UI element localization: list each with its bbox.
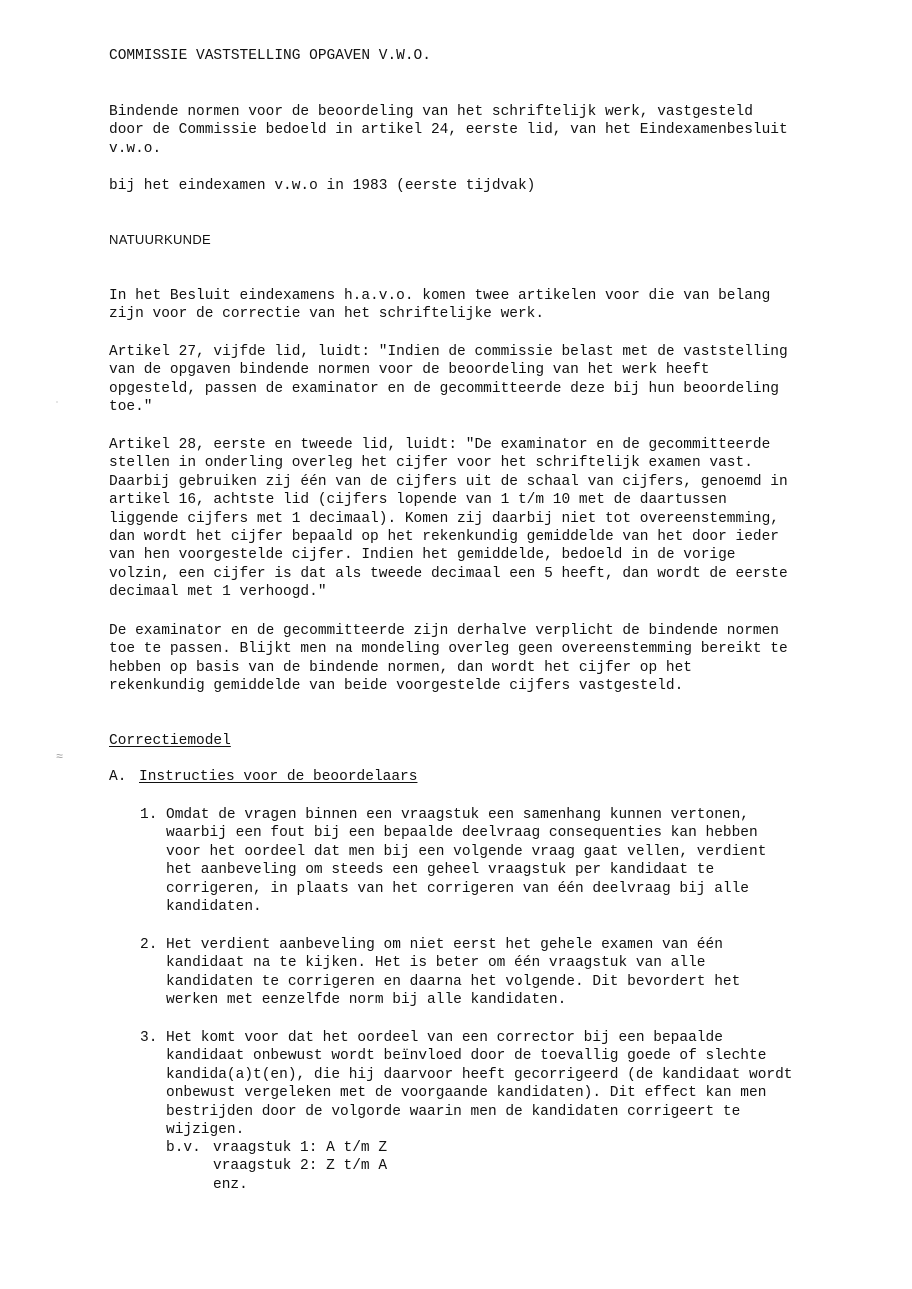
list-item-number: 1. [140,807,158,823]
intro-paragraph: Bindende normen voor de beoordeling van het schriftelijk werk, vastgesteld door de Commissie bedoeld in artikel 24, eerste lid, van het Eindexamenbesluit v.w.o. [109,104,788,157]
list-item-text: Het verdient aanbeveling om niet eerst het gehele examen van één kandidaat na te kijken. Het is beter om één vraagstuk van alle kandidaten te corrigeren en daarna het volgende. Dit bevordert het werken met eenzelfde norm bij alle kandidaten. [166,937,741,1009]
list-item-number: 3. [140,1030,158,1046]
section-a-title: Instructies voor de beoordelaars [139,769,418,785]
paragraph-examinator: De examinator en de gecommitteerde zijn derhalve verplicht de bindende normen toe te passen. Blijkt men na mondeling overleg geen overeenstemming bereikt te hebben op basis van de bindende normen, dan wordt het cijfer op het rekenkundig gemiddelde van beide voorgestelde cijfers vastgesteld. [109,623,788,695]
paragraph-besluit: In het Besluit eindexamens h.a.v.o. komen twee artikelen voor die van belang zijn voor de correctie van het schriftelijke werk. [109,288,771,323]
paragraph-artikel-27: Artikel 27, vijfde lid, luidt: "Indien de commissie belast met de vaststelling van de opgaven bindende normen voor de beoordeling van het werk heeft opgesteld, passen de examinator en de gecommitteerde deze bij hun beoordeling toe." [109,344,788,416]
paragraph-artikel-28: Artikel 28, eerste en tweede lid, luidt: "De examinator en de gecommitteerde stellen in onderling overleg het cijfer voor het schriftelijk examen vast. Daarbij gebruiken zij één van de cijfers uit de schaal van cijfers, genoemd in artikel 16, achtste lid (cijfers lopende van 1 t/m 10 met de daartussen liggende cijfers met 1 decimaal). Komen zij daarbij niet tot overeenstemming, dan wordt het cijfer bepaald op het rekenkundig gemiddelde van het door ieder van hen voorgestelde cijfer. Indien het gemiddelde, bedoeld in de vorige volzin, een cijfer is dat als tweede decimaal een 5 heeft, dan wordt de eerste decimaal met 1 verhoogd." [109,437,788,601]
commission-heading: COMMISSIE VASTSTELLING OPGAVEN V.W.O. [109,48,431,64]
example-line: vraagstuk 1: A t/m Z [213,1140,388,1156]
subject-heading: NATUURKUNDE [109,232,212,247]
exam-line: bij het eindexamen v.w.o in 1983 (eerste tijdvak) [109,178,536,194]
example-prefix: b.v. [166,1140,201,1156]
example-line: vraagstuk 2: Z t/m A [213,1158,388,1174]
scan-speck: ≈ [56,750,64,764]
list-item-number: 2. [140,937,158,953]
scan-speck: ˙ [54,402,61,413]
list-item-text: Omdat de vragen binnen een vraagstuk een samenhang kunnen vertonen, waarbij een fout bij een bepaalde deelvraag consequenties kan hebben voor het oordeel dat men bij een volgende vraag gaat vellen, verdient het aanbeveling om steeds een geheel vraagstuk per kandidaat te corrigeren, in plaats van het corrigeren van één deelvraag bij alle kandidaten. [166,807,767,916]
section-a-letter: A. [109,769,127,785]
example-line: enz. [213,1177,248,1193]
list-item-text: Het komt voor dat het oordeel van een corrector bij een bepaalde kandidaat onbewust wordt beïnvloed door de toevallig goede of slechte kandida(a)t(en), die hij daarvoor heeft gecorrigeerd (de kandidaat wordt onbewust vergeleken met de voorgaande kandidaten). Dit effect kan men bestrijden door de volgorde waarin men de kandidaten corrigeert te wijzigen. [166,1030,793,1139]
correctiemodel-heading: Correctiemodel [109,733,231,749]
